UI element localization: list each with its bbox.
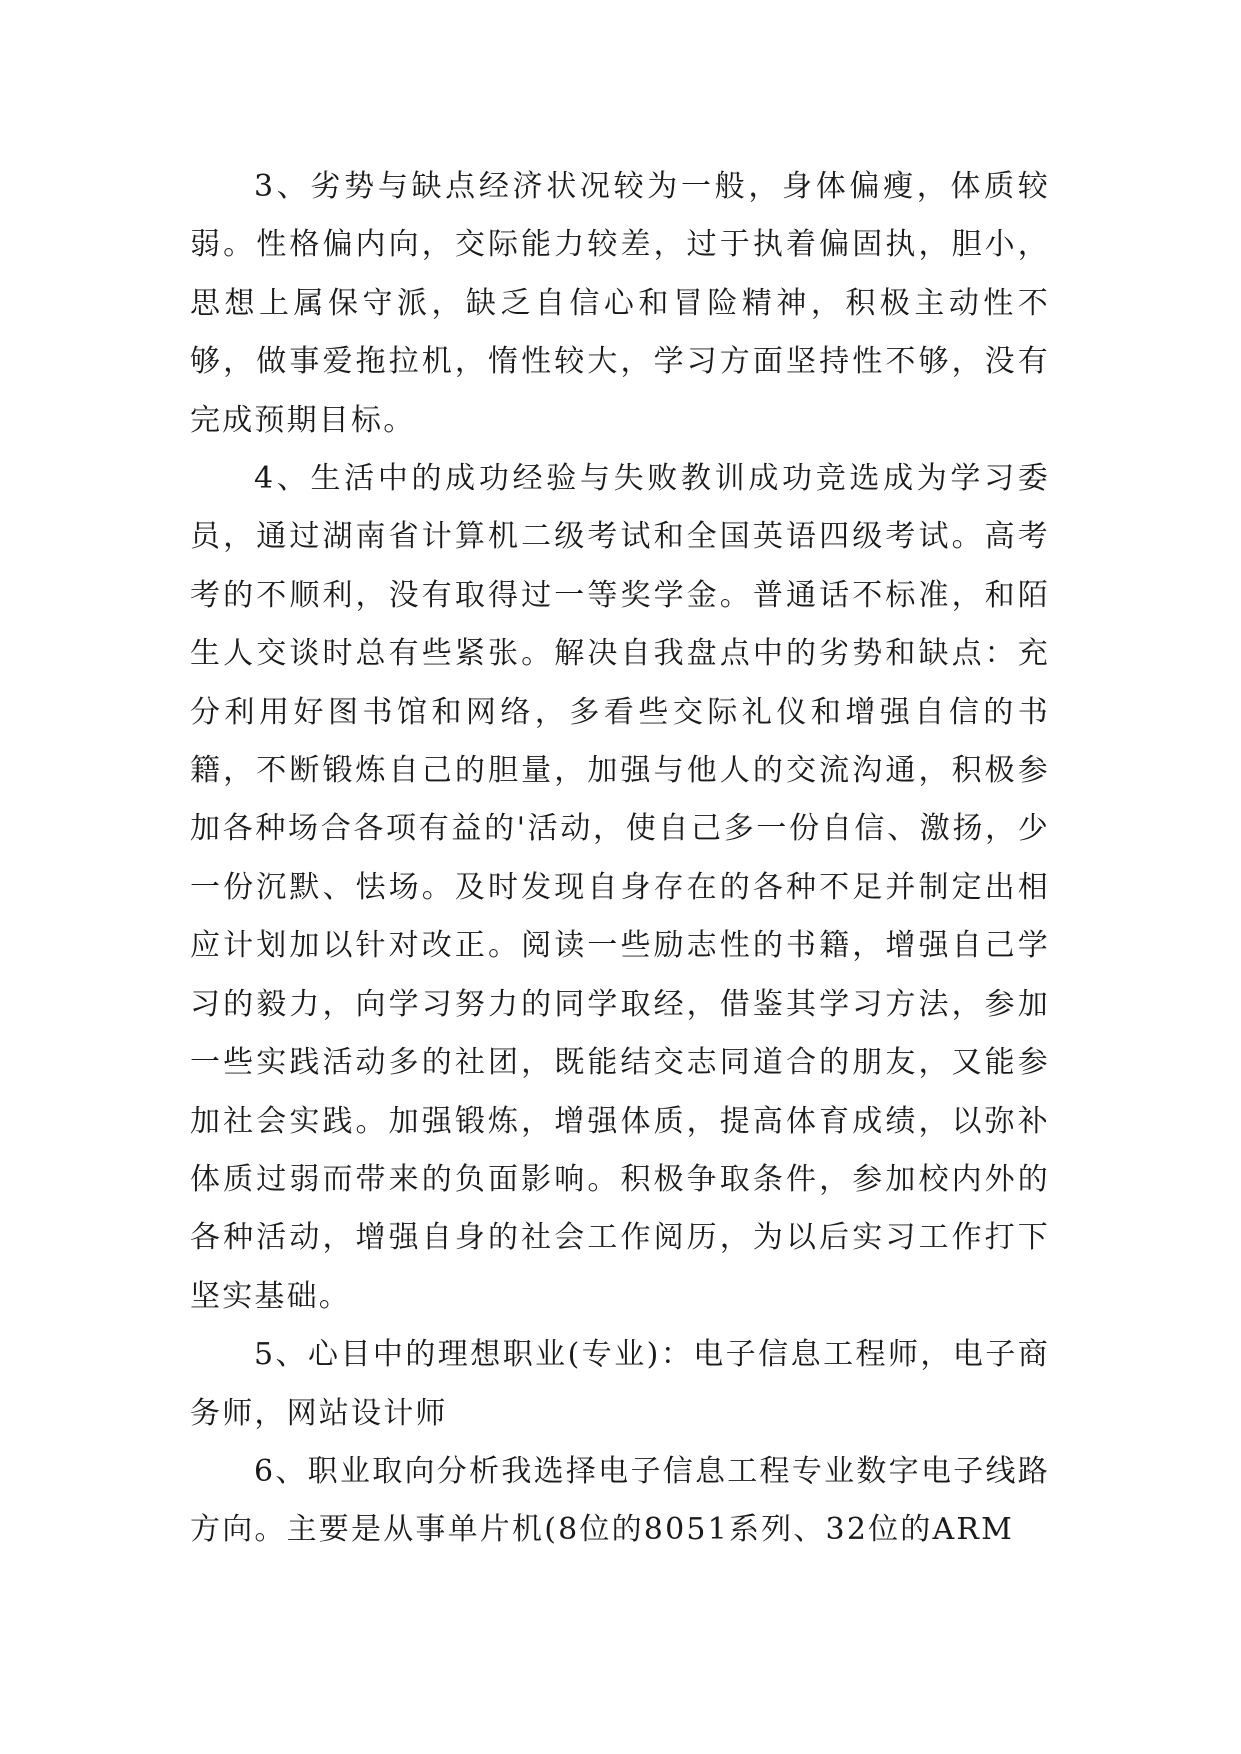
paragraph-career-orientation: 6、职业取向分析我选择电子信息工程专业数字电子线路方向。主要是从事单片机(8位的8051系列、32位的ARM (190, 1453, 1050, 1548)
paragraph-ideal-career: 5、心目中的理想职业(专业)：电子信息工程师，电子商务师，网站设计师 (190, 1337, 1050, 1431)
paragraph-weaknesses: 3、劣势与缺点经济状况较为一般，身体偏瘦，体质较弱。性格偏内向，交际能力较差，过于执着偏固执，胆小，思想上属保守派，缺乏自信心和冒险精神，积极主动性不够，做事爱拖拉机，惰性较大，学习方面坚持性不够，没有完成预期目标。 (190, 169, 1050, 438)
document-body (190, 158, 1050, 1560)
paragraph-experience-lessons: 4、生活中的成功经验与失败教训成功竞选成为学习委员，通过湖南省计算机二级考试和全国英语四级考试。高考考的不顺利，没有取得过一等奖学金。普通话不标准，和陌生人交谈时总有些紧张。解决自我盘点中的劣势和缺点：充分利用好图书馆和网络，多看些交际礼仪和增强自信的书籍，不断锻炼自己的胆量，加强与他人的交流沟通，积极参加各种场合各项有益的'活动，使自己多一份自信、激扬，少一份沉默、怯场。及时发现自身存在的各种不足并制定出相应计划加以针对改正。阅读一些励志性的书籍，增强自己学习的毅力，向学习努力的同学取经，借鉴其学习方法，参加一些实践活动多的社团，既能结交志同道合的朋友，又能参加社会实践。加强锻炼，增强体质，提高体育成绩，以弥补体质过弱而带来的负面影响。积极争取条件，参加校内外的各种活动，增强自身的社会工作阅历，为以后实习工作打下坚实基础。 (190, 461, 1050, 1314)
